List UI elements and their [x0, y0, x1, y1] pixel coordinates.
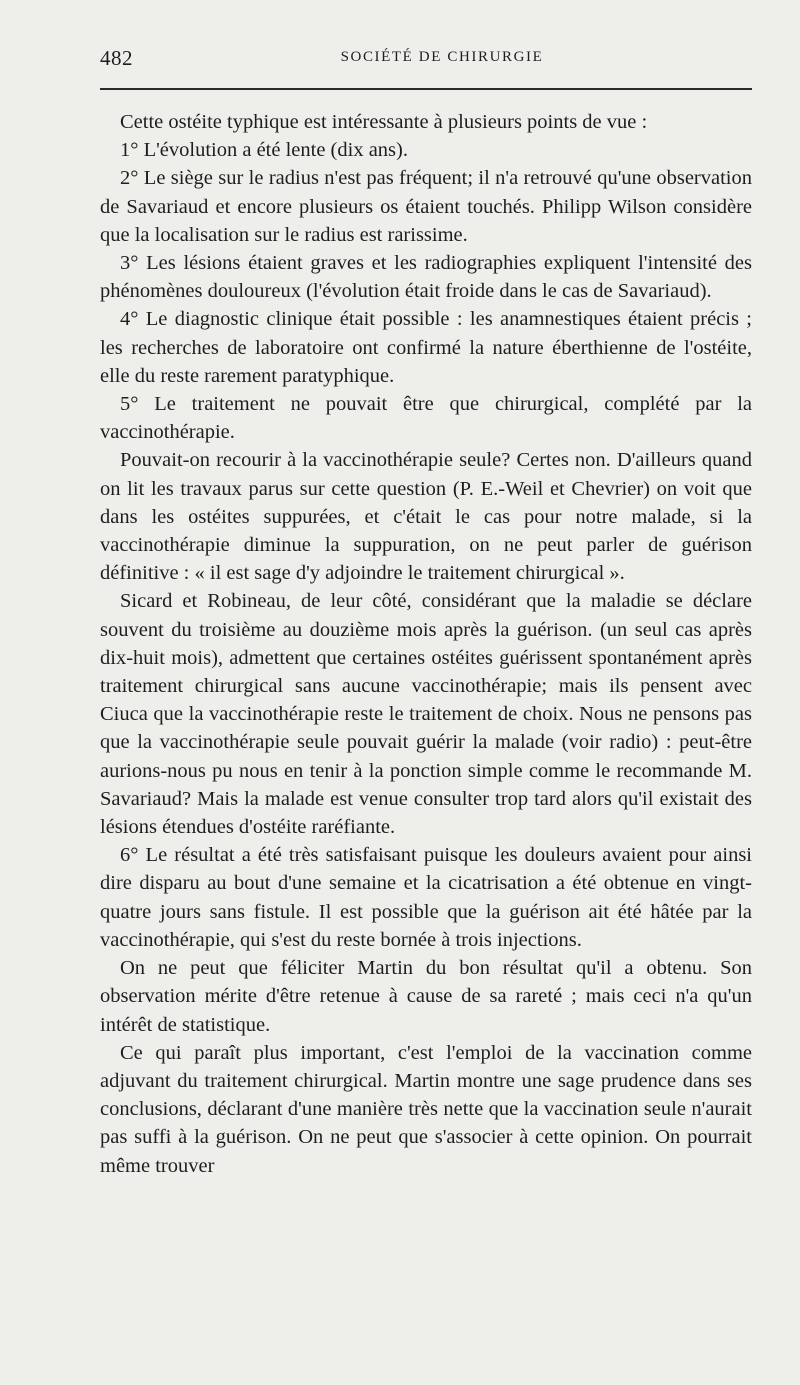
text-body — [100, 108, 752, 1180]
paragraph-point-2: 2° Le siège sur le radius n'est pas fréquent; il n'a retrouvé qu'une observation de Savariaud et encore plusieurs os étaient touchés. Philipp Wilson considère que la localisation sur le radius est rarissime. — [100, 167, 752, 246]
paragraph-sicard-robineau: Sicard et Robineau, de leur côté, considérant que la maladie se déclare souvent du troisième au douzième mois après la guérison. (un seul cas après dix-huit mois), admettent que certaines ostéites guérissent spontanément après traitement chirurgical sans aucune vaccinothérapie; mais ils pensent avec Ciuca que la vaccinothérapie reste le traitement de choix. Nous ne pensons pas que la vaccinothérapie seule pouvait guérir la malade (voir radio) : peut-être aurions-nous pu nous en tenir à la ponction simple comme le recommande M. Savariaud? Mais la malade est venue consulter trop tard alors qu'il existait des lésions étendues d'ostéite raréfiante. — [100, 590, 752, 839]
paragraph-felicitations: On ne peut que féliciter Martin du bon résultat qu'il a obtenu. Son observation mérite d'être retenue à cause de sa rareté ; mais ceci n'a qu'un intérêt de statistique. — [100, 957, 752, 1036]
paragraph-point-1: 1° L'évolution a été lente (dix ans). — [120, 139, 408, 162]
paragraph-point-5: 5° Le traitement ne pouvait être que chirurgical, complété par la vaccinothérapie. — [100, 393, 752, 444]
page-number: 482 — [100, 46, 133, 70]
running-head — [100, 46, 752, 70]
running-title: SOCIÉTÉ DE CHIRURGIE — [340, 49, 544, 65]
paragraph-point-3: 3° Les lésions étaient graves et les radiographies expliquent l'intensité des phénomènes douloureux (l'évolution était froide dans le cas de Savariaud). — [100, 252, 752, 303]
header-rule — [100, 88, 752, 90]
paragraph-conclusion: Ce qui paraît plus important, c'est l'emploi de la vaccination comme adjuvant du traitement chirurgical. Martin montre une sage prudence dans ses conclusions, déclarant d'une manière très nette que la vaccination seule n'aurait pas suffi à la guérison. On ne peut que s'associer à cette opinion. On pourrait même trouver — [100, 1041, 752, 1177]
paragraph-intro: Cette ostéite typhique est intéressante à plusieurs points de vue : — [120, 111, 648, 133]
paragraph-point-6: 6° Le résultat a été très satisfaisant puisque les douleurs avaient pour ainsi dire disparu au bout d'une semaine et la cicatrisation a été obtenue en vingt-quatre jours sans fistule. Il est possible que la guérison ait été hâtée par la vaccinothérapie, qui s'est du reste bornée à trois injections. — [100, 844, 752, 951]
paragraph-vaccinotherapy: Pouvait-on recourir à la vaccinothérapie seule? Certes non. D'ailleurs quand on lit les travaux parus sur cette question (P. E.-Weil et Chevrier) on voit que dans les ostéites suppurées, et c'était le cas pour notre malade, si la vaccinothérapie diminue la suppuration, on ne peut parler de guérison définitive : « il est sage d'y adjoindre le traitement chirurgical ». — [100, 449, 752, 585]
paragraph-point-4: 4° Le diagnostic clinique était possible : les anamnestiques étaient précis ; les recherches de laboratoire ont confirmé la nature éberthienne de l'ostéite, elle du reste rarement paratyphique. — [100, 308, 752, 387]
